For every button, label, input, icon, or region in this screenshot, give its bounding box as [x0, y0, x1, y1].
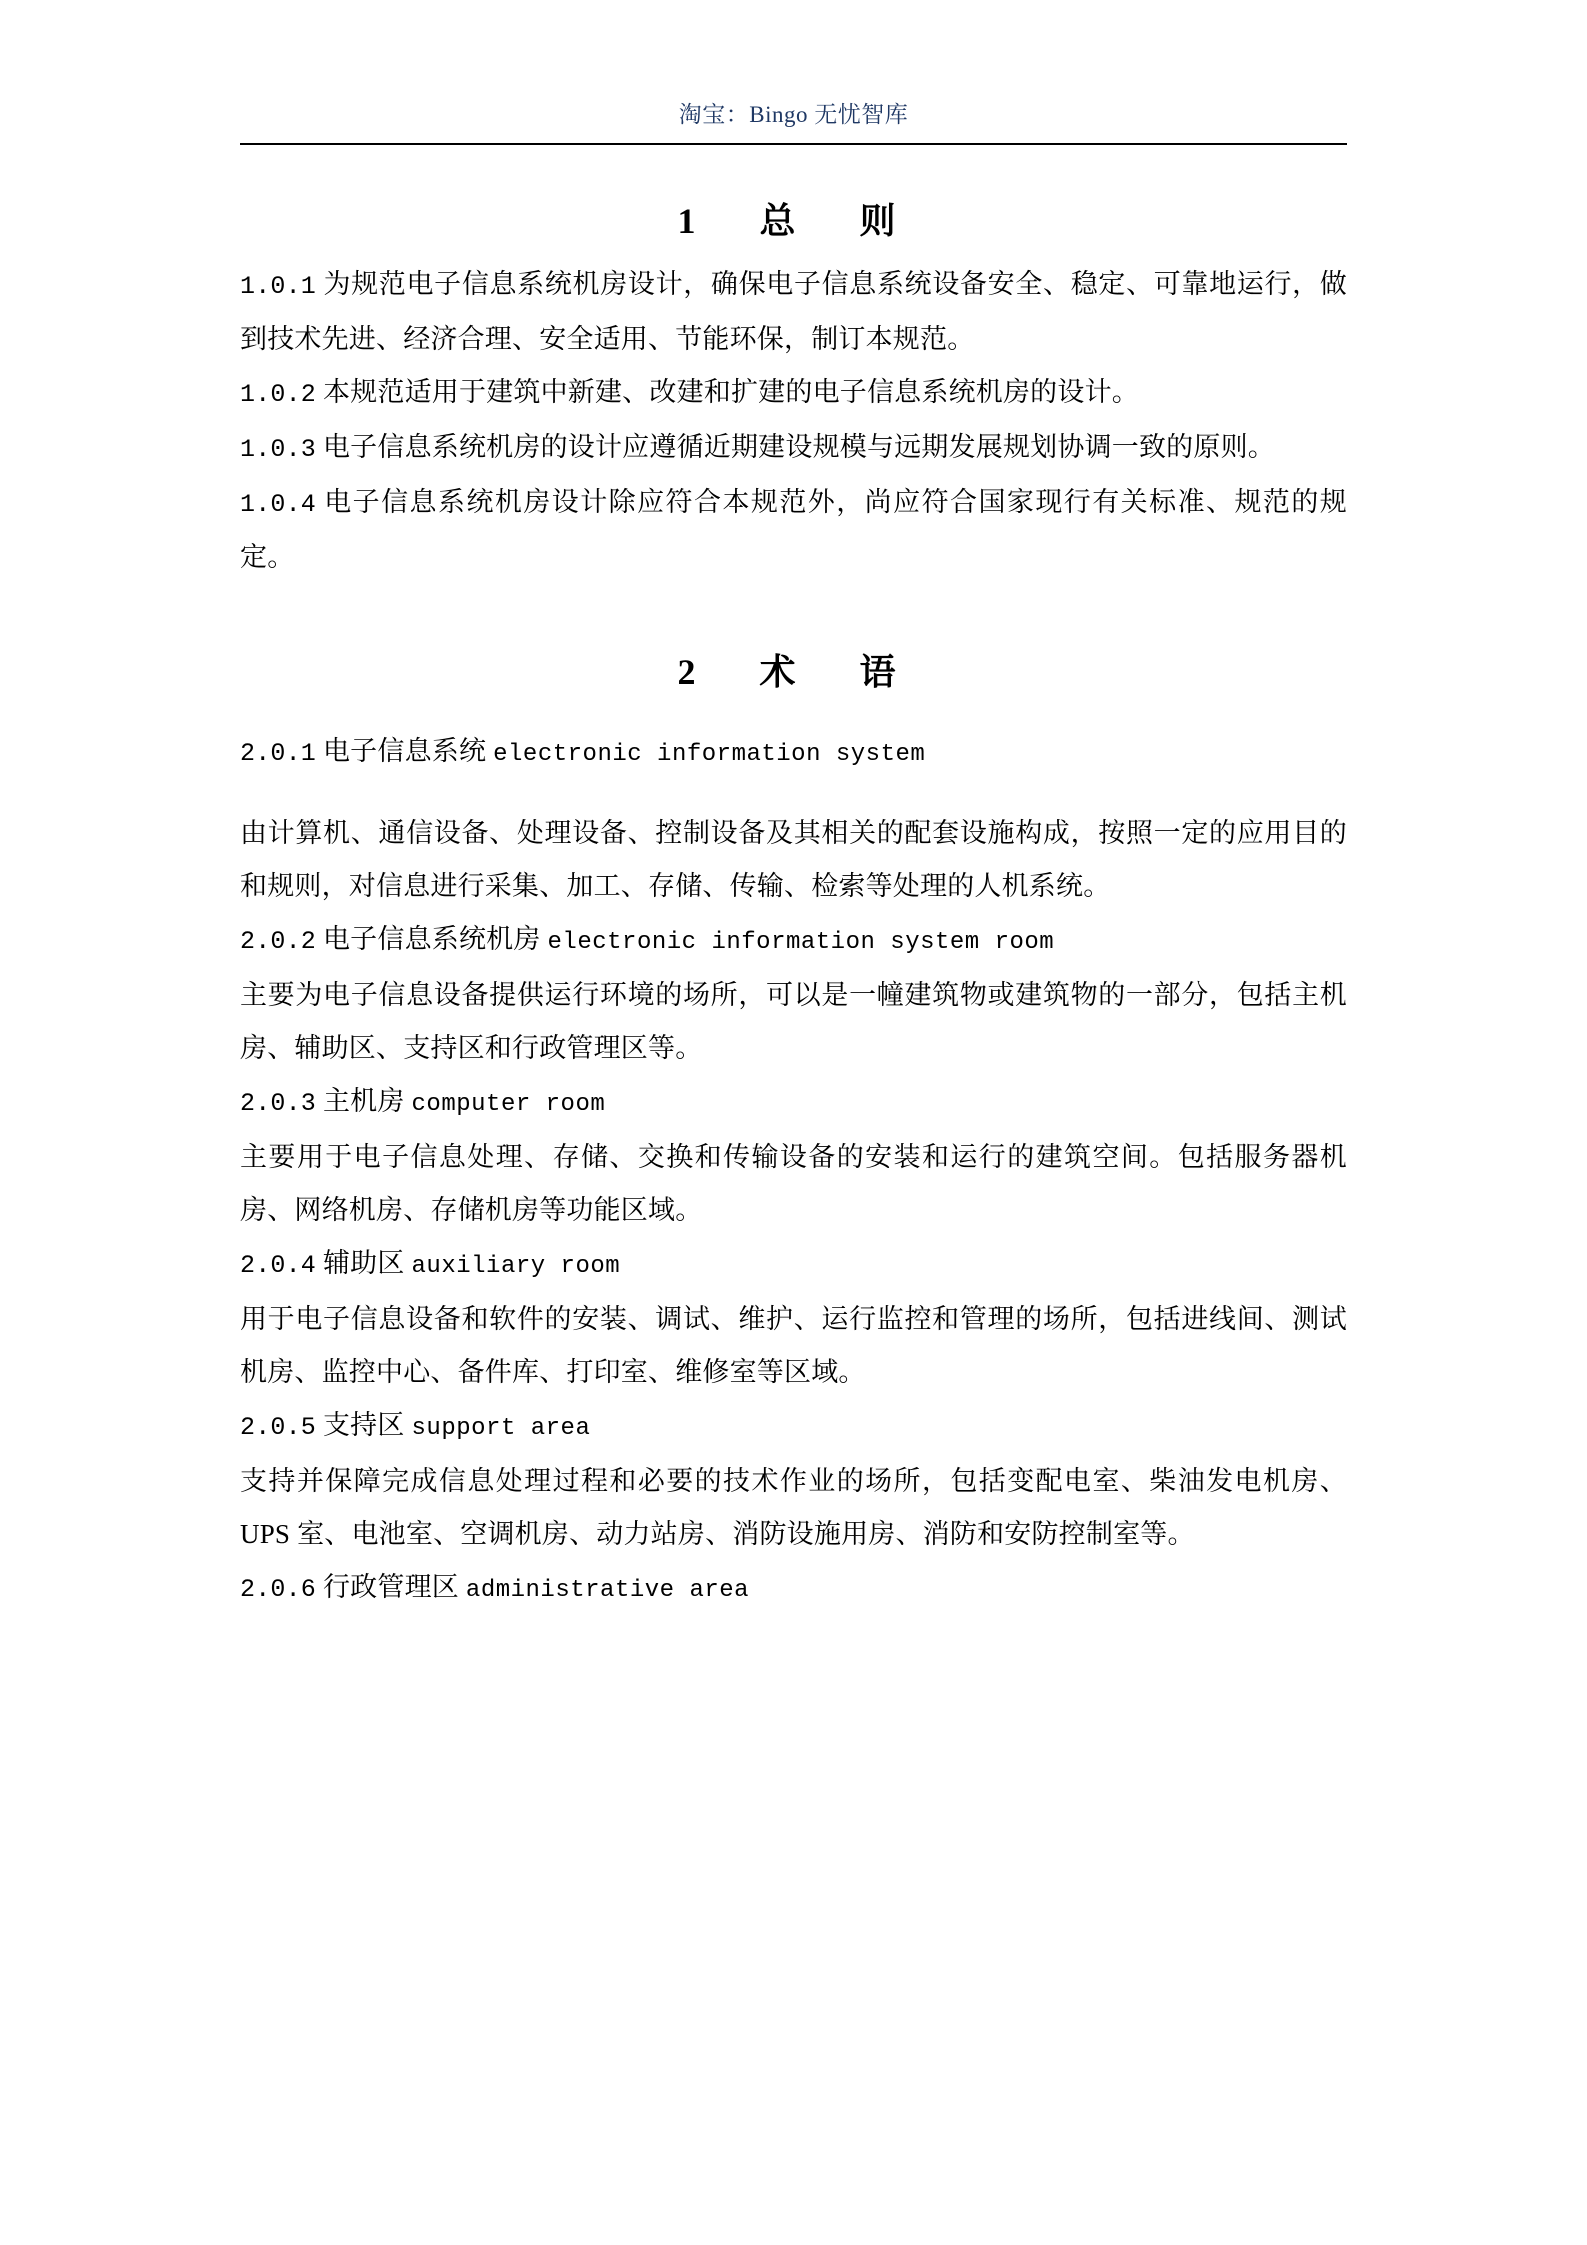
term-number: 2.0.3	[240, 1089, 317, 1118]
term-number: 2.0.6	[240, 1575, 317, 1604]
term-number: 2.0.5	[240, 1413, 317, 1442]
clause-1-0-3	[240, 421, 1347, 476]
term-heading-2-0-6	[240, 1561, 1347, 1617]
term-name-cn: 电子信息系统机房	[322, 924, 541, 954]
clause-1-0-4	[240, 476, 1347, 584]
clause-text: 电子信息系统机房的设计应遵循近期建设规模与远期发展规划协调一致的原则。	[322, 432, 1275, 462]
term-name-cn: 主机房	[322, 1086, 405, 1116]
term-name-en: auxiliary room	[411, 1253, 621, 1280]
term-definition-2-0-5: 支持并保障完成信息处理过程和必要的技术作业的场所，包括变配电室、柴油发电机房、UPS 室、电池室、空调机房、动力站房、消防设施用房、消防和安防控制室等。	[240, 1466, 1347, 1549]
clause-text: 本规范适用于建筑中新建、改建和扩建的电子信息系统机房的设计。	[322, 377, 1139, 407]
page-header	[240, 0, 1347, 145]
term-heading-2-0-4	[240, 1237, 1347, 1293]
term-definition-2-0-3: 主要用于电子信息处理、存储、交换和传输设备的安装和运行的建筑空间。包括服务器机房、网络机房、存储机房等功能区域。	[240, 1142, 1347, 1225]
term-name-en: electronic information system room	[547, 929, 1055, 956]
clause-text: 为规范电子信息系统机房设计，确保电子信息系统设备安全、稳定、可靠地运行，做到技术先进、经济合理、安全适用、节能环保，制订本规范。	[240, 269, 1347, 354]
clause-number: 1.0.3	[240, 435, 317, 464]
section-title-1: 1 总 则	[677, 201, 910, 241]
document-content	[240, 145, 1347, 1617]
term-name-cn: 支持区	[322, 1410, 405, 1440]
term-name-en: support area	[411, 1415, 591, 1442]
term-number: 2.0.1	[240, 739, 317, 768]
clause-number: 1.0.2	[240, 380, 317, 409]
term-name-en: computer room	[411, 1091, 606, 1118]
term-name-cn: 行政管理区	[322, 1572, 459, 1602]
term-name-en: electronic information system	[493, 741, 926, 768]
term-heading-2-0-2	[240, 913, 1347, 969]
clause-text: 电子信息系统机房设计除应符合本规范外，尚应符合国家现行有关标准、规范的规定。	[240, 487, 1347, 572]
watermark-text: 淘宝：Bingo 无忧智库	[678, 102, 909, 127]
term-number: 2.0.4	[240, 1251, 317, 1280]
term-name-cn: 电子信息系统	[322, 736, 487, 766]
term-heading-2-0-5	[240, 1399, 1347, 1455]
clause-1-0-1	[240, 258, 1347, 366]
term-definition-2-0-4: 用于电子信息设备和软件的安装、调试、维护、运行监控和管理的场所，包括进线间、测试机房、监控中心、备件库、打印室、维修室等区域。	[240, 1304, 1347, 1387]
section-title-2: 2 术 语	[677, 652, 910, 692]
term-name-en: administrative area	[465, 1577, 750, 1604]
term-name-cn: 辅助区	[322, 1248, 405, 1278]
spacer	[240, 781, 1347, 807]
term-definition-2-0-2: 主要为电子信息设备提供运行环境的场所，可以是一幢建筑物或建筑物的一部分，包括主机房、辅助区、支持区和行政管理区等。	[240, 980, 1347, 1063]
term-definition-2-0-1: 由计算机、通信设备、处理设备、控制设备及其相关的配套设施构成，按照一定的应用目的和规则，对信息进行采集、加工、存储、传输、检索等处理的人机系统。	[240, 818, 1347, 901]
term-number: 2.0.2	[240, 927, 317, 956]
term-heading-2-0-1	[240, 725, 1347, 781]
clause-number: 1.0.4	[240, 490, 317, 519]
clause-number: 1.0.1	[240, 272, 317, 301]
clause-1-0-2	[240, 366, 1347, 421]
term-heading-2-0-3	[240, 1075, 1347, 1131]
